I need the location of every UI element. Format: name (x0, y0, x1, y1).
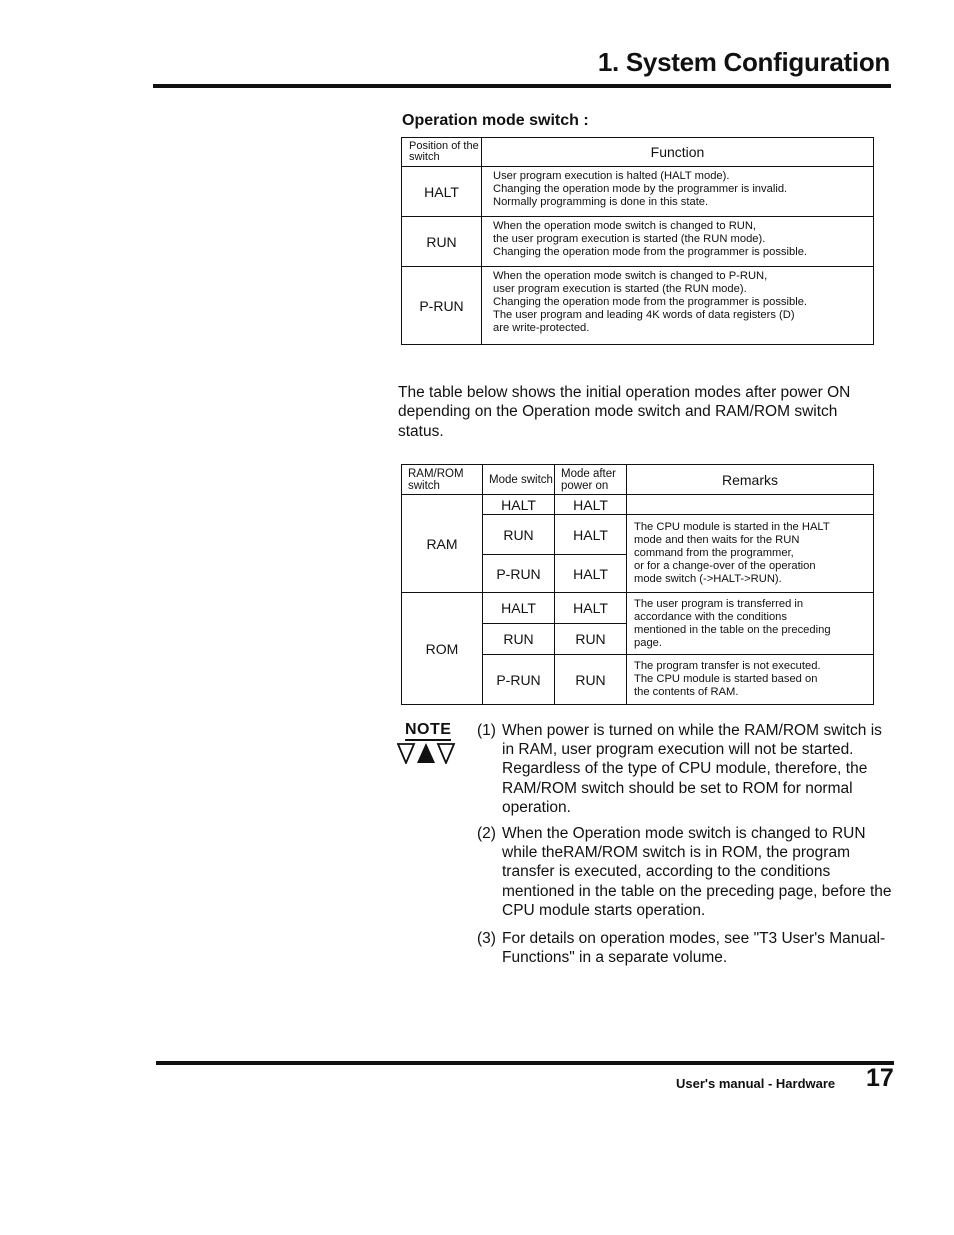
note-triangles-icon (397, 742, 457, 764)
table-row (402, 167, 874, 217)
footer-text: User's manual - Hardware (676, 1076, 836, 1091)
note-item-text: When power is turned on while the RAM/ROM switch is in RAM, user program execution will not be started. Regardless of the type of CPU module, therefore, the RAM/ROM switch should be set to ROM for normal operation. (502, 722, 882, 816)
position-cell: RUN (402, 217, 482, 267)
remarks-line: The user program is transferred in (634, 597, 804, 610)
function-line: Normally programming is done in this state. (493, 196, 709, 208)
function-line: are write-protected. (493, 322, 590, 334)
function-line: Changing the operation mode from the programmer is possible. (493, 296, 808, 308)
note-label: NOTE (405, 721, 452, 738)
col-header-remarks: Remarks (627, 465, 874, 495)
position-cell: HALT (402, 167, 482, 217)
note-item-number: (3) (477, 930, 496, 947)
remarks-line: mode switch (->HALT->RUN). (634, 573, 782, 585)
function-line: When the operation mode switch is changed to RUN, (493, 220, 757, 232)
mode-after-cell: HALT (555, 593, 627, 624)
remarks-cell (627, 515, 874, 593)
operation-mode-table (401, 137, 874, 345)
table-row (402, 217, 874, 267)
function-cell (482, 267, 874, 345)
mode-after-cell: HALT (555, 515, 627, 555)
mode-switch-cell: P-RUN (483, 555, 555, 593)
ram-cell: RAM (402, 495, 483, 593)
function-line: Changing the operation mode from the programmer is possible. (493, 246, 808, 258)
remarks-line: or for a change-over of the operation (634, 560, 816, 572)
table-header-row (402, 138, 874, 167)
initial-mode-table (401, 464, 874, 705)
note-item (477, 929, 897, 967)
remarks-line: The CPU module is started in the HALT (634, 521, 830, 533)
note-item-number: (1) (477, 722, 496, 739)
remarks-cell (627, 593, 874, 655)
remarks-cell-empty (627, 495, 874, 515)
remarks-line: accordance with the conditions (634, 610, 787, 623)
function-cell (482, 167, 874, 217)
note-underline (405, 739, 451, 741)
function-line: The user program and leading 4K words of data registers (D) (493, 309, 795, 321)
note-item-text: When the Operation mode switch is changed to RUN while theRAM/ROM switch is in ROM, the program transfer is executed, according to the conditions mentioned in the table on the preceding page, before the CPU module starts operation. (502, 825, 892, 919)
col-header-mode-switch: Mode switch (483, 465, 555, 495)
position-cell: P-RUN (402, 267, 482, 345)
footer-rule (156, 1061, 894, 1065)
function-cell (482, 217, 874, 267)
header-rule (153, 84, 891, 88)
mode-switch-cell: P-RUN (483, 655, 555, 705)
mode-switch-cell: HALT (483, 593, 555, 624)
remarks-line: mentioned in the table on the preceding (634, 623, 831, 636)
table-header-row (402, 465, 874, 495)
note-item-text: For details on operation modes, see "T3 User's Manual-Functions" in a separate volume. (502, 930, 886, 967)
remarks-line: page. (634, 636, 662, 649)
page-title: 1. System Configuration (597, 47, 890, 77)
function-line: user program execution is started (the RUN mode). (493, 283, 747, 295)
remarks-line: command from the programmer, (634, 547, 794, 559)
rom-cell: ROM (402, 593, 483, 705)
col-header-function: Function (482, 138, 874, 167)
page-number: 17 (866, 1064, 894, 1092)
remarks-line: the contents of RAM. (634, 686, 739, 698)
mode-after-cell: RUN (555, 624, 627, 655)
col-header-mode-after: Mode after power on (555, 465, 627, 495)
remarks-line: The CPU module is started based on (634, 673, 818, 685)
mode-after-cell: HALT (555, 555, 627, 593)
intro-paragraph: The table below shows the initial operation modes after power ON depending on the Operation mode switch and RAM/ROM switch status. (398, 384, 851, 440)
mode-after-cell: RUN (555, 655, 627, 705)
note-item (477, 721, 897, 817)
section-heading: Operation mode switch : (402, 112, 589, 129)
table-row (402, 495, 874, 515)
col-header-position: Position of the switch (402, 138, 482, 167)
col-header-ramrom: RAM/ROM switch (402, 465, 483, 495)
function-line: User program execution is halted (HALT mode). (493, 170, 730, 182)
note-item-number: (2) (477, 825, 496, 842)
function-line: Changing the operation mode by the programmer is invalid. (493, 183, 788, 195)
mode-switch-cell: HALT (483, 495, 555, 515)
note-item (477, 824, 897, 920)
function-line: the user program execution is started (the RUN mode). (493, 233, 766, 245)
function-line: When the operation mode switch is changed to P-RUN, (493, 270, 768, 282)
mode-switch-cell: RUN (483, 515, 555, 555)
remarks-line: The program transfer is not executed. (634, 660, 821, 672)
mode-after-cell: HALT (555, 495, 627, 515)
remarks-cell (627, 655, 874, 705)
remarks-line: mode and then waits for the RUN (634, 534, 800, 546)
table-row (402, 267, 874, 345)
mode-switch-cell: RUN (483, 624, 555, 655)
table-row (402, 593, 874, 624)
